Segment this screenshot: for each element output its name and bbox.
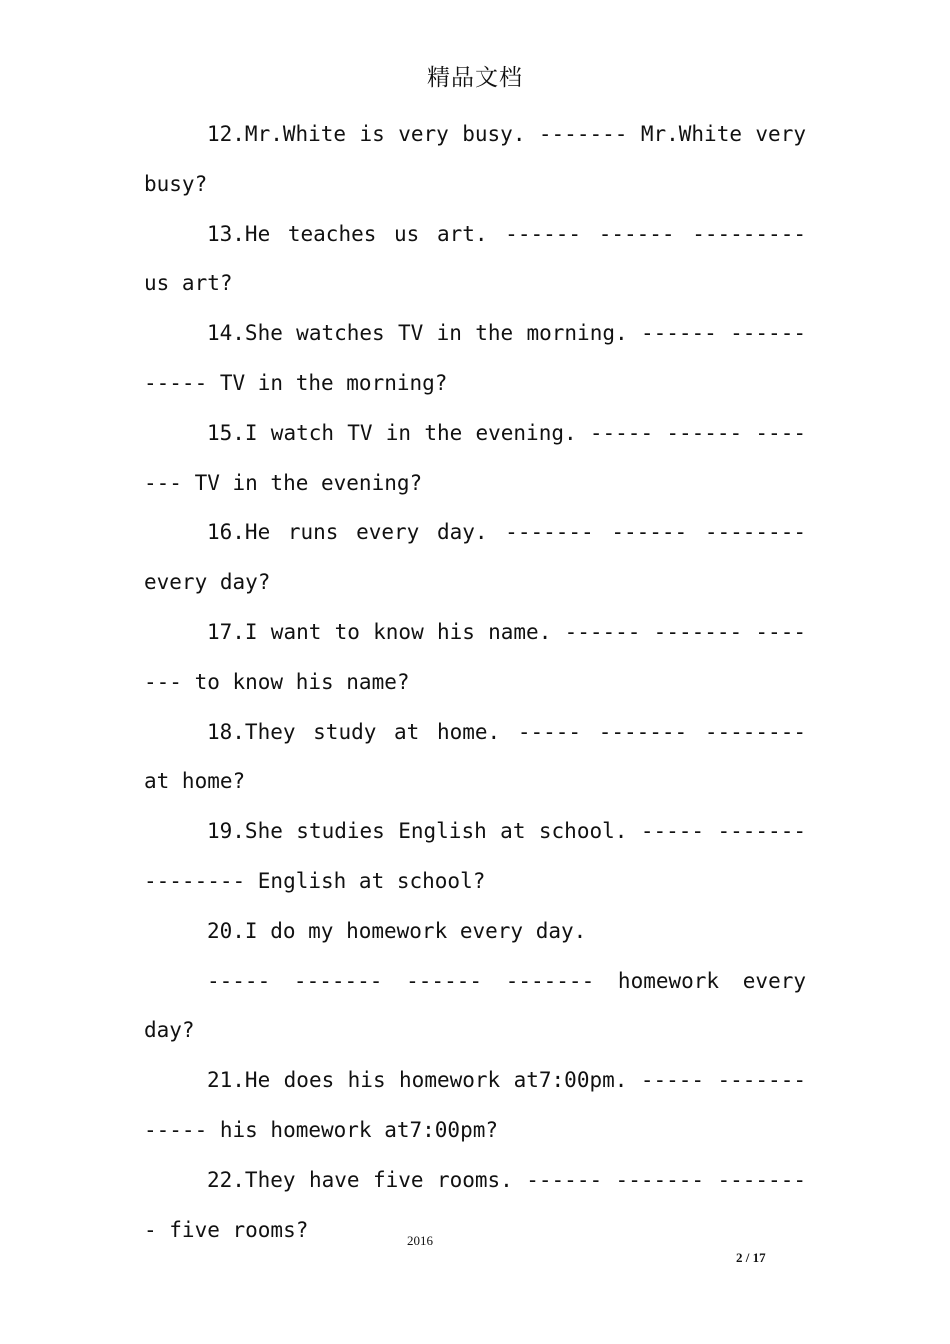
exercise-12: 12.Mr.White is very busy. ------- Mr.White very busy?	[144, 122, 806, 196]
exercise-14: 14.She watches TV in the morning. ------ ----------- TV in the morning?	[144, 321, 806, 395]
exercise-13: 13.He teaches us art. ------ ------ --------- us art?	[144, 221, 806, 296]
exercise-20: 20.I do my homework every day.	[207, 918, 587, 943]
exercise-16: 16.He runs every day. ------- ------ -------- every day?	[144, 520, 806, 595]
exercise-19: 19.She studies English at school. ----- --------------- English at school?	[144, 819, 806, 893]
document-body	[144, 110, 806, 1255]
exercise-17: 17.I want to know his name. ------ ------- ------- to know his name?	[144, 619, 806, 694]
exercise-21: 21.He does his homework at7:00pm. ----- ------------ his homework at7:00pm?	[144, 1068, 806, 1142]
exercise-22: 22.They have five rooms. ------ ------- -------- five rooms?	[144, 1167, 806, 1242]
exercise-18: 18.They study at home. ----- ------- -------- at home?	[144, 719, 806, 794]
exercise-20-answer-line: ----- ------- ------ ------- homework every day?	[144, 968, 806, 1043]
footer-year: 2016	[407, 1233, 433, 1248]
page-header: 精品文档	[427, 65, 523, 91]
exercise-15: 15.I watch TV in the evening. ----- ------ ------- TV in the evening?	[144, 420, 806, 495]
page-number: 2 / 17	[736, 1250, 766, 1265]
